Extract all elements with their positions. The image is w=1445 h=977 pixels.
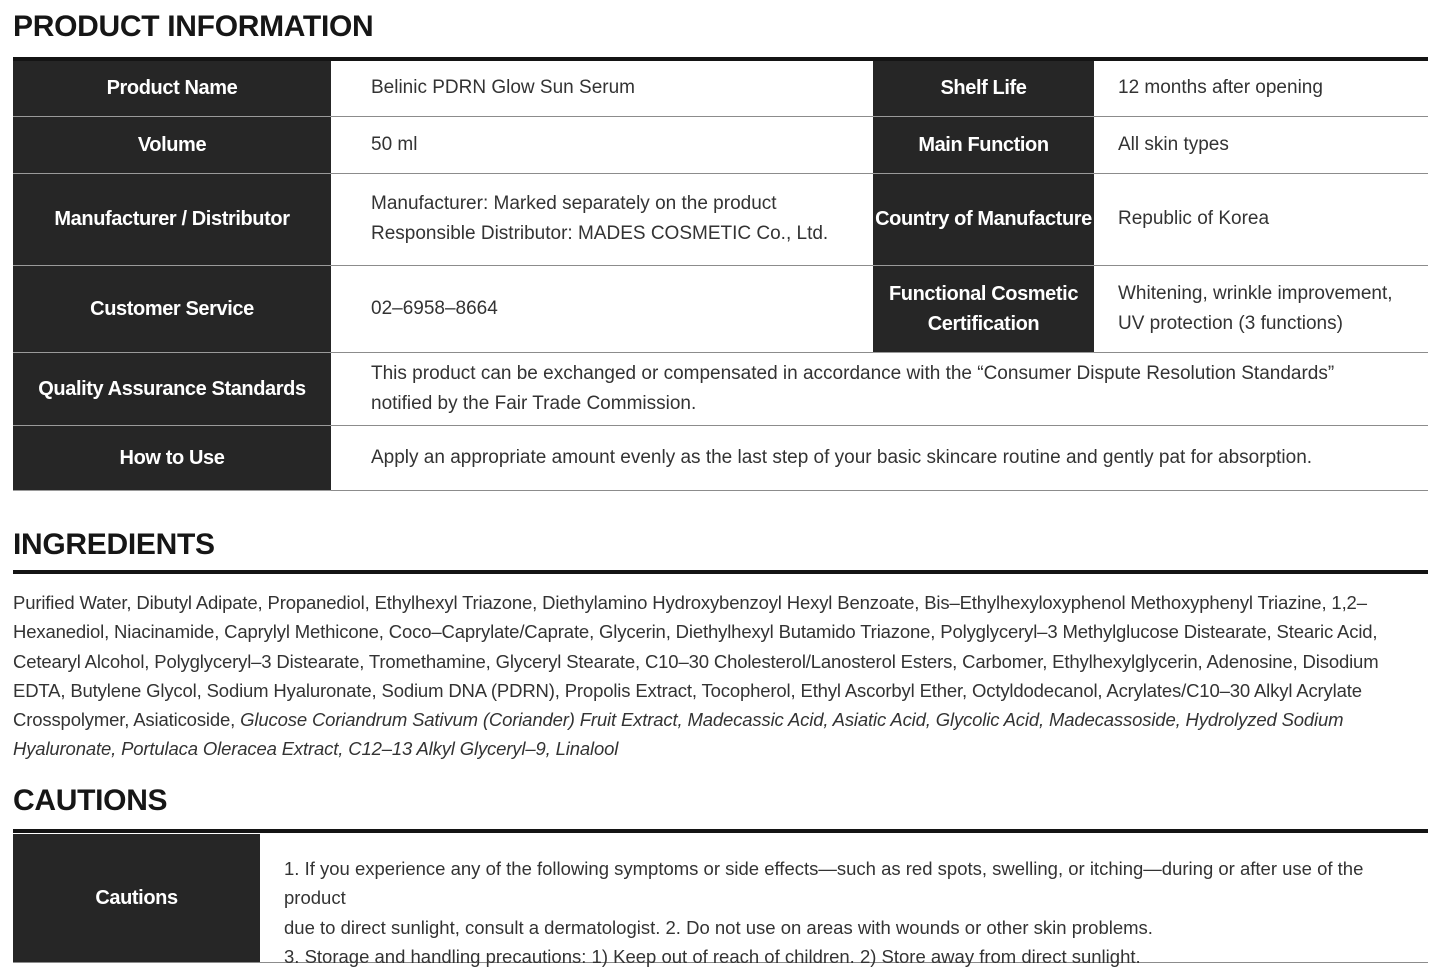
caution-line: 1. If you experience any of the following symptoms or side effects—such as red spots, swelling, or itching—during or after use of the product bbox=[284, 858, 1364, 909]
section-rule bbox=[13, 570, 1428, 574]
value-line: Responsible Distributor: MADES COSMETIC Co., Ltd. bbox=[371, 223, 829, 244]
cautions-text bbox=[260, 834, 1428, 967]
ingredients-list bbox=[13, 588, 1433, 764]
row-value: 50 ml bbox=[331, 116, 873, 173]
table-row bbox=[13, 265, 1428, 352]
table-row bbox=[13, 173, 1428, 265]
row-label: Manufacturer / Distributor bbox=[13, 173, 331, 265]
cautions-title: CAUTIONS bbox=[13, 784, 168, 817]
value-line: UV protection (3 functions) bbox=[1118, 312, 1343, 334]
label-line: Certification bbox=[927, 312, 1040, 335]
section-rule bbox=[13, 829, 1428, 833]
row-value: All skin types bbox=[1094, 116, 1428, 173]
row-value bbox=[331, 352, 1428, 425]
row-label: Customer Service bbox=[13, 265, 331, 352]
row-label: How to Use bbox=[13, 425, 331, 490]
table-row bbox=[13, 352, 1428, 425]
cautions-label: Cautions bbox=[13, 834, 260, 962]
row-value: 12 months after opening bbox=[1094, 61, 1428, 116]
table-row bbox=[13, 116, 1428, 173]
row-label: Main Function bbox=[873, 116, 1094, 173]
row-value: Republic of Korea bbox=[1094, 173, 1428, 265]
ingredients-title: INGREDIENTS bbox=[13, 528, 215, 561]
row-label: Country of Manufacture bbox=[873, 173, 1094, 265]
row-value: 02–6958–8664 bbox=[331, 265, 873, 352]
value-line: This product can be exchanged or compensated in accordance with the “Consumer Dispute Resolution Standards” bbox=[371, 362, 1335, 384]
product-information-table bbox=[13, 61, 1428, 491]
ingredients-text: Purified Water, Dibutyl Adipate, Propanediol, Ethylhexyl Triazone, Diethylamino Hydroxybenzoyl Hexyl Benzoate, Bis–Ethylhexyloxyphenol Methoxyphenyl Triazine, 1,2–Hexanediol, Niacinamide, Caprylyl Methicone, Coco–Caprylate/Caprate, Glycerin, Diethylhexyl Butamido Triazone, Polyglyceryl–3 Methylglucose Distearate, Stearic Acid, Cetearyl Alcohol, Polyglyceryl–3 Distearate, Tromethamine, Glyceryl Stearate, C10–30 Cholesterol/Lanosterol Esters, Carbomer, Ethylhexylglycerin, Adenosine, Disodium EDTA, Butylene Glycol, Sodium Hyaluronate, Sodium DNA (PDRN), Propolis Extract, Tocopherol, Ethyl Ascorbyl Ether, Octyldodecanol, Acrylates/C10–30 Alkyl Acrylate Crosspolymer, Asiaticoside, bbox=[13, 592, 1379, 731]
label-line: Functional Cosmetic bbox=[888, 282, 1079, 305]
row-value bbox=[1094, 265, 1428, 352]
value-line: Manufacturer: Marked separately on the product bbox=[371, 193, 777, 214]
table-row bbox=[13, 61, 1428, 116]
row-label bbox=[873, 265, 1094, 352]
value-line: notified by the Fair Trade Commission. bbox=[371, 392, 697, 414]
value-line: Whitening, wrinkle improvement, bbox=[1118, 282, 1393, 304]
row-label: Volume bbox=[13, 116, 331, 173]
ingredients-text-italic: Glucose Coriandrum Sativum (Coriander) Fruit Extract, Madecassic Acid, Asiatic Acid, Glycolic Acid, Madecassoside, Hydrolyzed Sodium Hyaluronate, Portulaca Oleracea Extract, C12–13 Alkyl Glyceryl–9, Linalool bbox=[13, 709, 1344, 760]
caution-line: 3. Storage and handling precautions: 1) Keep out of reach of children. 2) Store away from direct sunlight. bbox=[284, 945, 1141, 967]
cautions-table bbox=[13, 834, 1428, 967]
row-value: Belinic PDRN Glow Sun Serum bbox=[331, 61, 873, 116]
row-label: Quality Assurance Standards bbox=[13, 352, 331, 425]
table-row bbox=[13, 425, 1428, 490]
caution-line: due to direct sunlight, consult a dermatologist. 2. Do not use on areas with wounds or other skin problems. bbox=[284, 916, 1153, 938]
row-label: Shelf Life bbox=[873, 61, 1094, 116]
row-value: Apply an appropriate amount evenly as the last step of your basic skincare routine and gently pat for absorption. bbox=[331, 425, 1428, 490]
product-information-title: PRODUCT INFORMATION bbox=[13, 10, 374, 43]
row-value bbox=[331, 173, 873, 265]
row-label: Product Name bbox=[13, 61, 331, 116]
